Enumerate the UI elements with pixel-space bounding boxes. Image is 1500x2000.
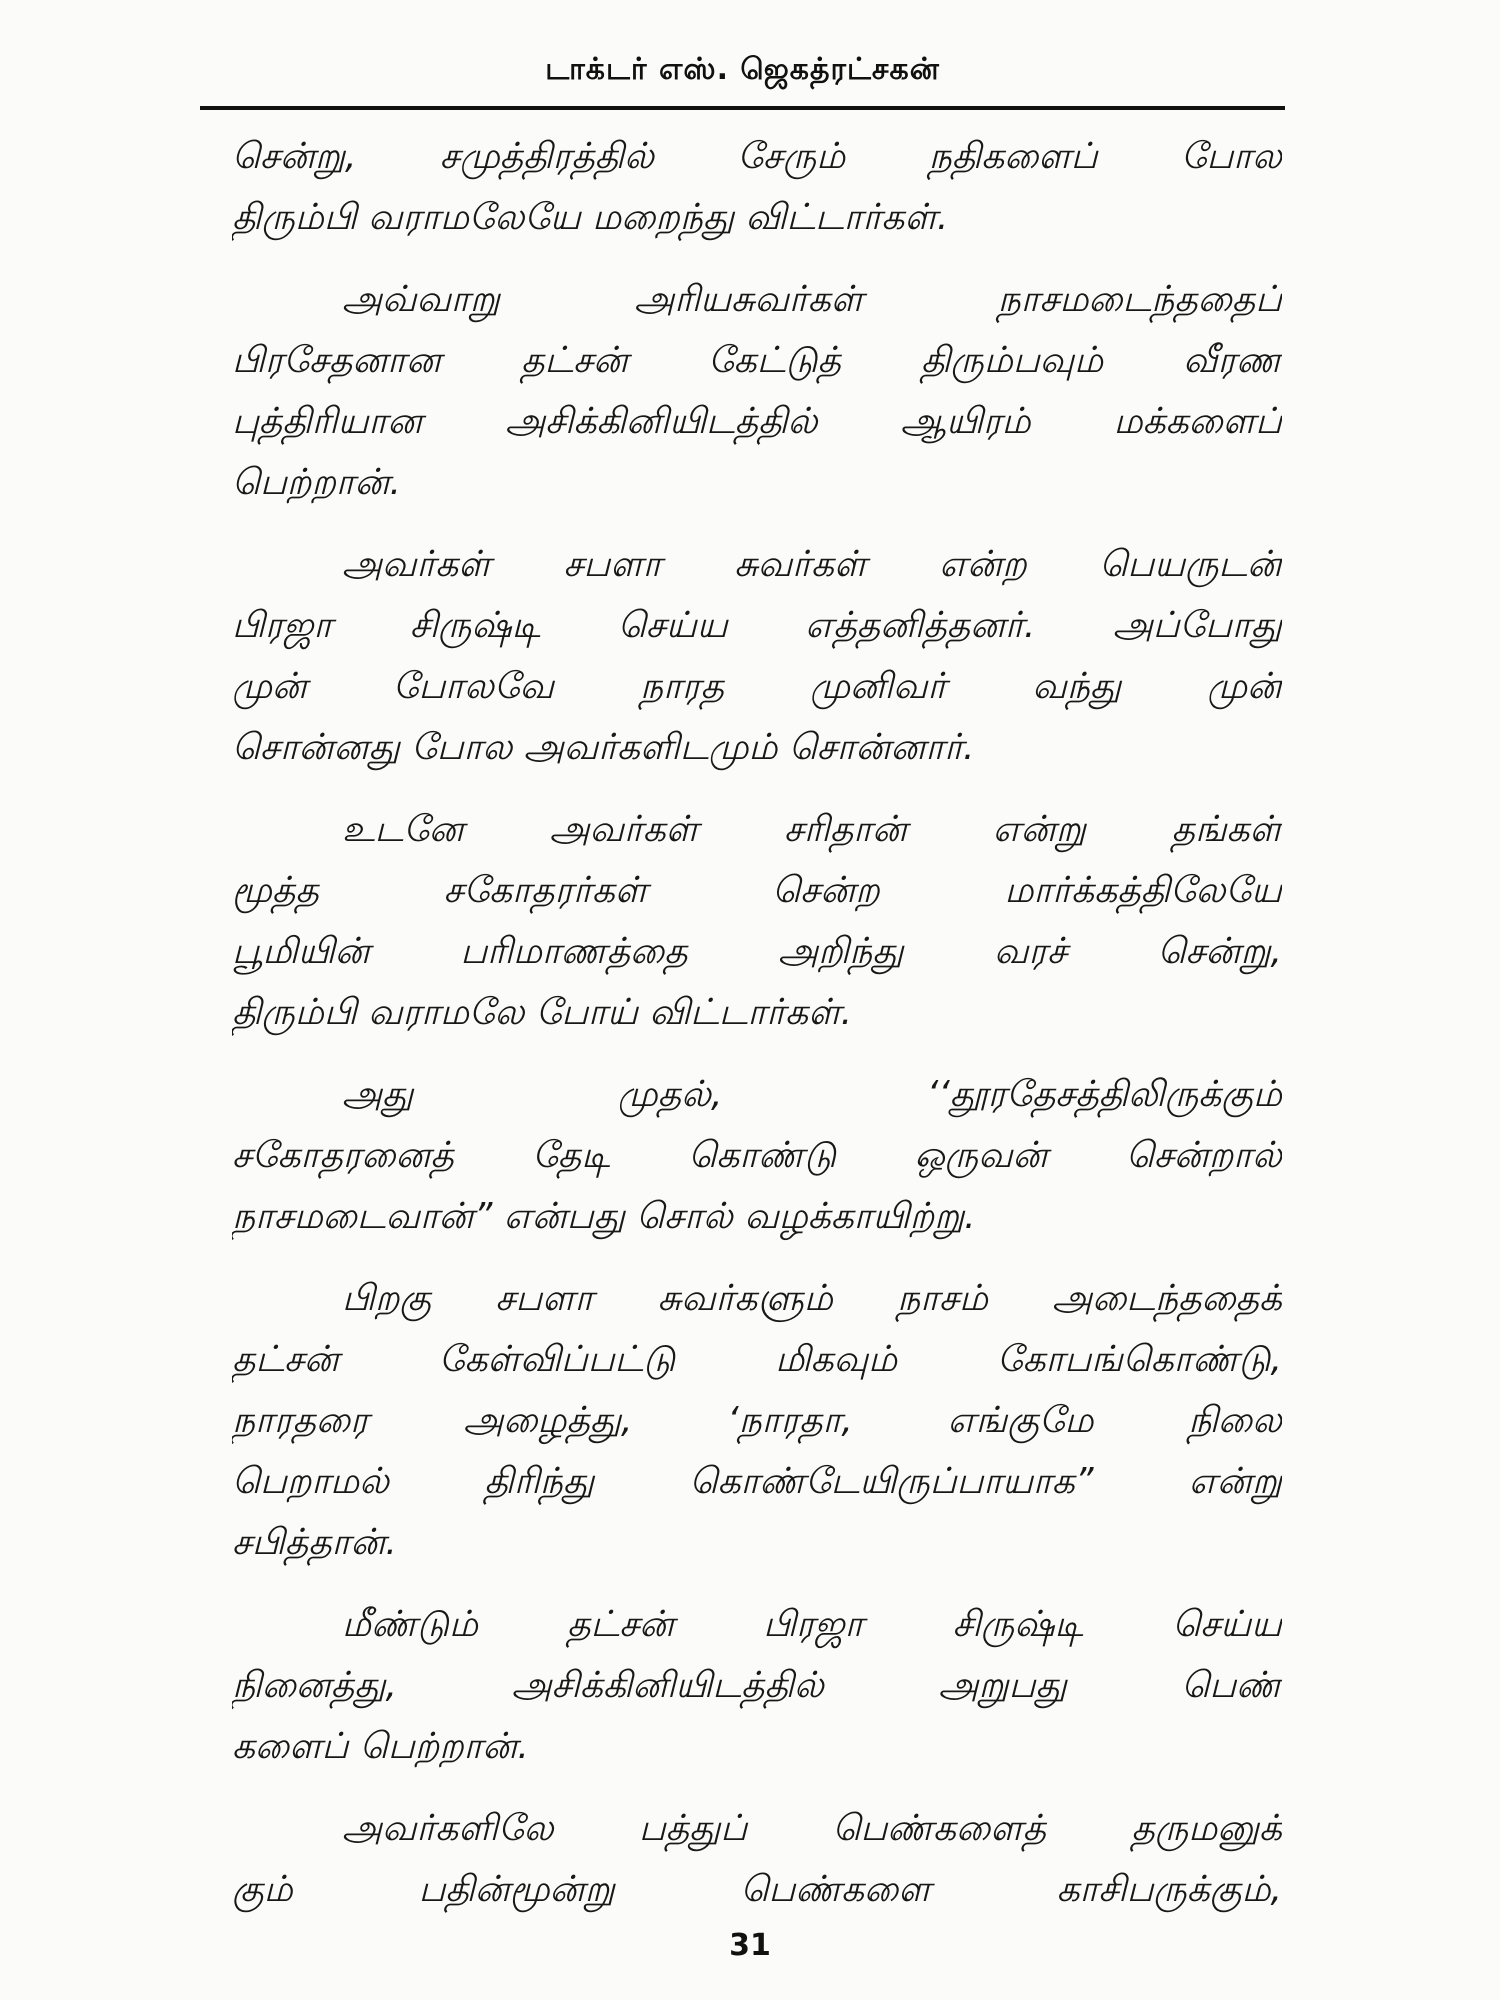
text-line: மீண்டும் தட்சன் பிரஜா சிருஷ்டி செய்ய (342, 1604, 1282, 1645)
page-body (232, 126, 1282, 1941)
text-line: சொன்னது போல அவர்களிடமும் சொன்னார். (232, 727, 975, 768)
text-line: திரும்பி வராமலே போய் விட்டார்கள். (232, 992, 853, 1033)
text-line: பெற்றான். (232, 462, 401, 503)
text-line: சபித்தான். (232, 1522, 397, 1563)
text-line: சென்று, சமுத்திரத்தில் சேரும் நதிகளைப் போல (232, 136, 1282, 177)
text-line: புத்திரியான அசிக்கினியிடத்தில் ஆயிரம் மக்களைப் (232, 401, 1282, 442)
text-line: உடனே அவர்கள் சரிதான் என்று தங்கள் (342, 809, 1282, 850)
text-line: பெறாமல் திரிந்து கொண்டேயிருப்பாயாக” என்று (232, 1461, 1282, 1502)
text-line: அவ்வாறு அரியசுவர்கள் நாசமடைந்ததைப் (342, 279, 1282, 320)
text-line: பிறகு சபளா சுவர்களும் நாசம் அடைந்ததைக் (342, 1278, 1282, 1319)
paragraph-8 (232, 1798, 1282, 1920)
paragraph-1 (232, 126, 1282, 248)
text-line: நாரதரை அழைத்து, ‘நாரதா, எங்குமே நிலை (232, 1400, 1282, 1441)
text-line: திரும்பி வராமலேயே மறைந்து விட்டார்கள். (232, 197, 949, 238)
paragraph-3 (232, 534, 1282, 778)
running-header (200, 44, 1285, 110)
text-line: நினைத்து, அசிக்கினியிடத்தில் அறுபது பெண் (232, 1665, 1282, 1706)
text-line: அவர்களிலே பத்துப் பெண்களைத் தருமனுக் (342, 1808, 1282, 1849)
paragraph-4 (232, 799, 1282, 1043)
text-line: பிரசேதனான தட்சன் கேட்டுத் திரும்பவும் வீரண (232, 340, 1282, 381)
text-line: நாசமடைவான்” என்பது சொல் வழக்காயிற்று. (232, 1196, 976, 1237)
page-number: 31 (729, 1928, 771, 1963)
text-line: களைப் பெற்றான். (232, 1726, 529, 1767)
text-line: கும் பதின்மூன்று பெண்களை காசிபருக்கும், (232, 1869, 1282, 1910)
paragraph-7 (232, 1594, 1282, 1777)
text-line: அது முதல், ‘‘தூரதேசத்திலிருக்கும் (342, 1074, 1282, 1115)
paragraph-6 (232, 1268, 1282, 1573)
text-line: தட்சன் கேள்விப்பட்டு மிகவும் கோபங்கொண்டு, (232, 1339, 1282, 1380)
text-line: சகோதரனைத் தேடி கொண்டு ஒருவன் சென்றால் (232, 1135, 1282, 1176)
text-line: மூத்த சகோதரர்கள் சென்ற மார்க்கத்திலேயே (232, 870, 1282, 911)
paragraph-5 (232, 1064, 1282, 1247)
paragraph-2 (232, 269, 1282, 513)
text-line: அவர்கள் சபளா சுவர்கள் என்ற பெயருடன் (342, 544, 1282, 585)
header-author-title: டாக்டர் எஸ். ஜெகத்ரட்சகன் (545, 52, 940, 87)
text-line: பூமியின் பரிமாணத்தை அறிந்து வரச் சென்று, (232, 931, 1282, 972)
text-line: முன் போலவே நாரத முனிவர் வந்து முன் (232, 666, 1282, 707)
text-line: பிரஜா சிருஷ்டி செய்ய எத்தனித்தனர். அப்போது (232, 605, 1282, 646)
